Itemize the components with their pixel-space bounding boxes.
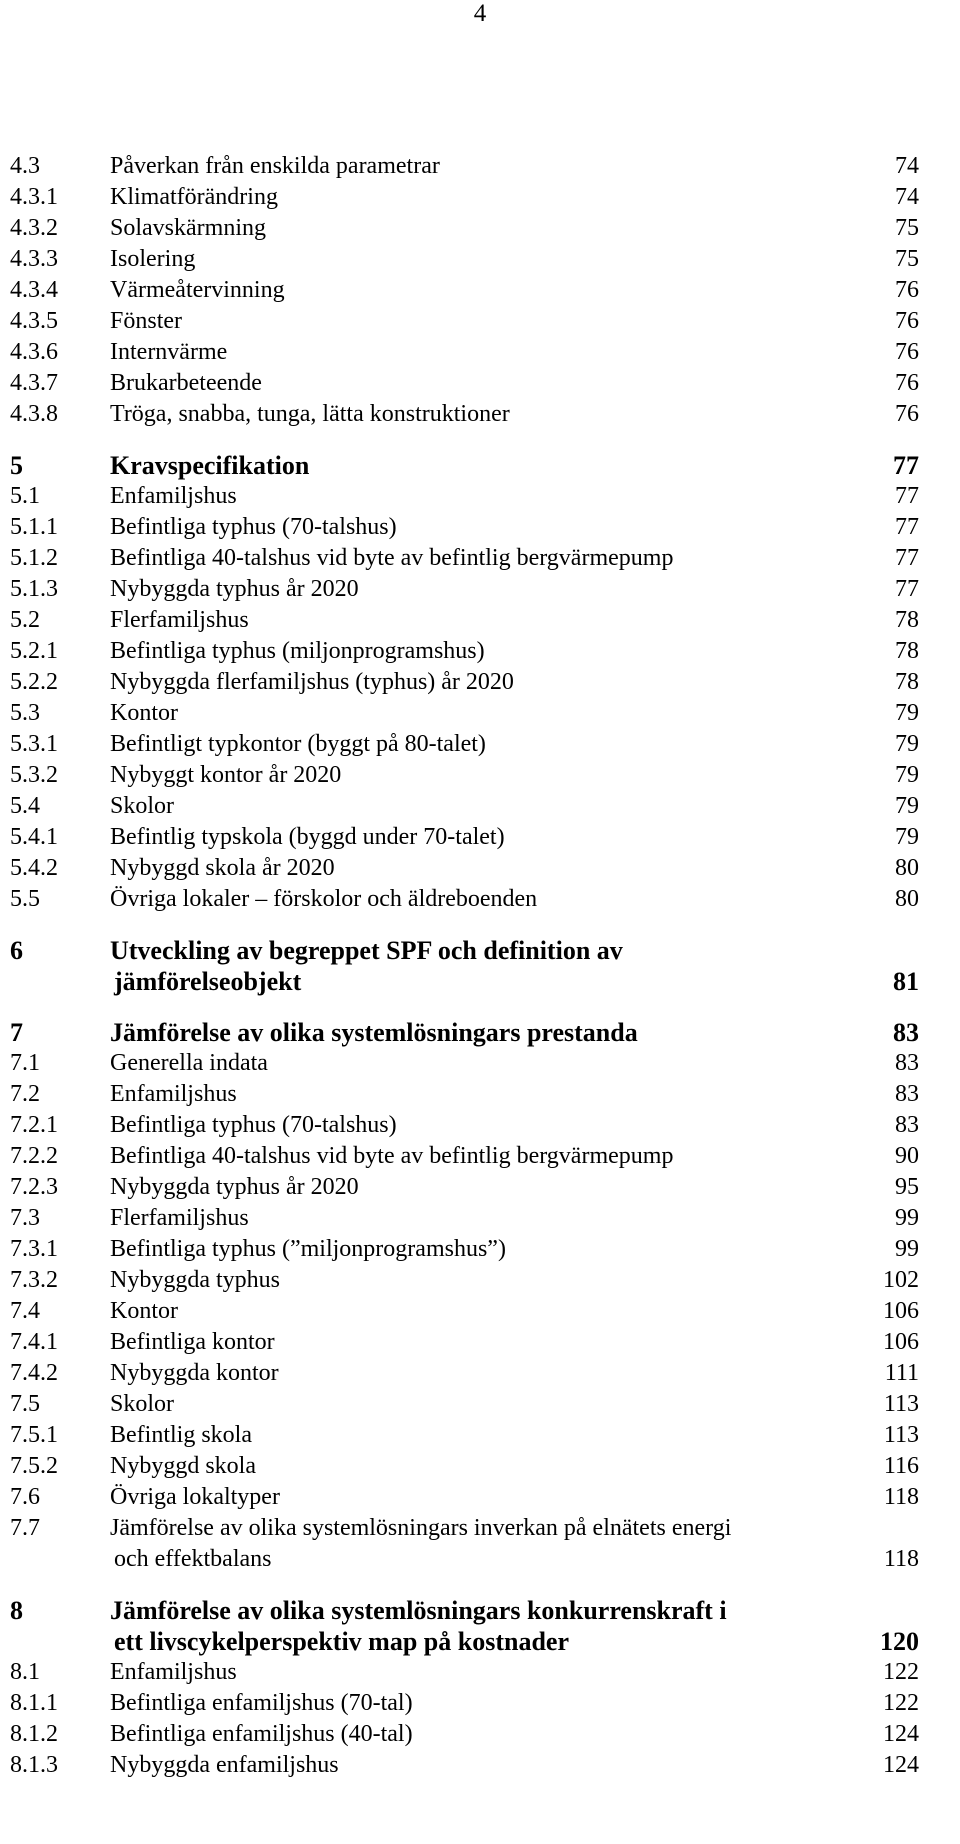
toc-title: Nybyggda kontor [110,1360,279,1386]
toc-number: 5 [10,451,23,480]
toc-page: 102 [883,1267,919,1293]
toc-page: 83 [893,1018,919,1047]
toc-entry[interactable] [0,512,960,543]
toc-page: 83 [895,1081,919,1107]
toc-page: 80 [895,855,919,881]
toc-title: Nybyggt kontor år 2020 [110,762,342,788]
toc-title: Solavskärmning [110,215,266,241]
toc-entry[interactable] [0,368,960,399]
toc-title: Värmeåtervinning [110,277,285,303]
toc-number: 7.4 [10,1298,40,1324]
toc-chapter-entry-continued[interactable] [0,1626,960,1657]
toc-number: 4.3.7 [10,370,58,396]
toc-entry[interactable] [0,306,960,337]
section-spacer [0,915,960,935]
toc-page: 77 [895,545,919,571]
toc-number: 8.1.1 [10,1690,58,1716]
toc-chapter-entry-continued[interactable] [0,966,960,997]
toc-page: 79 [895,793,919,819]
toc-entry[interactable] [0,1172,960,1203]
toc-entry[interactable] [0,822,960,853]
toc-number: 5.4.2 [10,855,58,881]
toc-number: 7.2 [10,1081,40,1107]
toc-page: 122 [883,1690,919,1716]
toc-title: och effektbalans [114,1546,272,1572]
toc-title: Nybyggda enfamiljshus [110,1752,339,1778]
toc-number: 4.3.6 [10,339,58,365]
toc-entry[interactable] [0,1719,960,1750]
toc-title: Enfamiljshus [110,1081,237,1107]
toc-title: Brukarbeteende [110,370,262,396]
toc-number: 7.7 [10,1515,40,1541]
toc-entry[interactable] [0,213,960,244]
toc-entry[interactable] [0,1048,960,1079]
toc-title: Skolor [110,1391,175,1417]
toc-entry[interactable] [0,1513,960,1544]
toc-page: 81 [893,967,919,996]
toc-page: 118 [883,1484,919,1510]
toc-number: 5.3.2 [10,762,58,788]
toc-entry[interactable] [0,1141,960,1172]
toc-title: Tröga, snabba, tunga, lätta konstruktioner [110,401,510,427]
toc-page: 79 [895,700,919,726]
toc-entry[interactable] [0,667,960,698]
toc-entry[interactable] [0,275,960,306]
toc-entry[interactable] [0,884,960,915]
toc-title: Befintliga kontor [110,1329,275,1355]
toc-title: Övriga lokaler – förskolor och äldreboenden [110,886,538,912]
toc-entry[interactable] [0,244,960,275]
toc-page: 77 [895,483,919,509]
toc-number: 8.1 [10,1659,40,1685]
toc-page: 79 [895,824,919,850]
toc-number: 4.3.2 [10,215,58,241]
toc-number: 4.3.4 [10,277,58,303]
toc-title: Befintliga enfamiljshus (40-tal) [110,1721,413,1747]
toc-page: 76 [895,277,919,303]
toc-entry[interactable] [0,481,960,512]
toc-entry[interactable] [0,1657,960,1688]
toc-entry[interactable] [0,1420,960,1451]
toc-title: Nybyggd skola [110,1453,256,1479]
toc-page: 77 [895,576,919,602]
toc-title: Kravspecifikation [110,451,310,480]
toc-title: Befintliga enfamiljshus (70-tal) [110,1690,413,1716]
toc-page: 99 [895,1236,919,1262]
toc-page: 78 [895,669,919,695]
toc-number: 7.2.2 [10,1143,58,1169]
section-spacer [0,430,960,450]
toc-entry[interactable] [0,337,960,368]
toc-title: Generella indata [110,1050,268,1076]
toc-chapter-entry[interactable] [0,1595,960,1626]
toc-number: 5.1.3 [10,576,58,602]
toc-page: 75 [895,246,919,272]
toc-number: 8.1.2 [10,1721,58,1747]
toc-page: 111 [884,1360,919,1386]
toc-entry[interactable] [0,182,960,213]
toc-page: 79 [895,731,919,757]
toc-title: Kontor [110,1298,178,1324]
toc-number: 7.3.1 [10,1236,58,1262]
toc-title: Nybyggda flerfamiljshus (typhus) år 2020 [110,669,514,695]
section-spacer [0,1575,960,1595]
toc-chapter-entry[interactable] [0,450,960,481]
toc-entry[interactable] [0,1265,960,1296]
toc-entry[interactable] [0,729,960,760]
toc-entry[interactable] [0,853,960,884]
toc-title: Nybyggd skola år 2020 [110,855,335,881]
toc-entry[interactable] [0,1203,960,1234]
toc-page: 76 [895,401,919,427]
toc-title: Nybyggda typhus år 2020 [110,576,359,602]
toc-entry[interactable] [0,1110,960,1141]
toc-number: 6 [10,936,23,965]
toc-entry[interactable] [0,1750,960,1781]
toc-number: 5.5 [10,886,40,912]
toc-number: 5.3.1 [10,731,58,757]
toc-number: 7 [10,1018,23,1047]
toc-title: Påverkan från enskilda parametrar [110,153,440,179]
toc-number: 7.6 [10,1484,40,1510]
toc-page: 83 [895,1050,919,1076]
toc-number: 7.4.1 [10,1329,58,1355]
toc-number: 8.1.3 [10,1752,58,1778]
toc-number: 5.1 [10,483,40,509]
toc-number: 5.4.1 [10,824,58,850]
toc-title: Enfamiljshus [110,483,237,509]
toc-number: 5.2.2 [10,669,58,695]
toc-page: 76 [895,370,919,396]
toc-title: Flerfamiljshus [110,607,249,633]
toc-page: 77 [895,514,919,540]
toc-page: 79 [895,762,919,788]
toc-number: 7.1 [10,1050,40,1076]
toc-page: 113 [883,1422,919,1448]
toc-entry-continued[interactable] [0,1544,960,1575]
toc-title: Skolor [110,793,175,819]
toc-number: 7.2.3 [10,1174,58,1200]
toc-entry[interactable] [0,1079,960,1110]
toc-title: Nybyggda typhus år 2020 [110,1174,359,1200]
toc-page: 113 [883,1391,919,1417]
toc-page: 124 [883,1721,919,1747]
toc-chapter-entry[interactable] [0,1017,960,1048]
toc-title: Befintlig skola [110,1422,252,1448]
toc-page: 106 [883,1329,919,1355]
toc-title: Isolering [110,246,196,272]
toc-number: 7.2.1 [10,1112,58,1138]
toc-number: 4.3.3 [10,246,58,272]
toc-title: Jämförelse av olika systemlösningars inverkan på elnätets energi [110,1515,732,1541]
toc-title: Befintlig typskola (byggd under 70-talet) [110,824,505,850]
toc-title: Klimatförändring [110,184,278,210]
toc-number: 7.5 [10,1391,40,1417]
toc-number: 5.1.2 [10,545,58,571]
toc-number: 4.3.5 [10,308,58,334]
toc-entry[interactable] [0,1234,960,1265]
toc-number: 4.3.1 [10,184,58,210]
toc-page: 77 [893,451,919,480]
toc-title: Befintliga typhus (”miljonprogramshus”) [110,1236,506,1262]
toc-title: Nybyggda typhus [110,1267,280,1293]
toc-entry[interactable] [0,636,960,667]
toc-title: jämförelseobjekt [114,967,302,996]
toc-page: 74 [895,153,919,179]
toc-title: Kontor [110,700,178,726]
toc-chapter-entry[interactable] [0,935,960,966]
toc-title: Befintligt typkontor (byggt på 80-talet) [110,731,486,757]
toc-number: 7.4.2 [10,1360,58,1386]
toc-page: 120 [880,1627,919,1656]
toc-number: 5.2.1 [10,638,58,664]
toc-entry[interactable] [0,543,960,574]
toc-title: Flerfamiljshus [110,1205,249,1231]
toc-page: 76 [895,308,919,334]
toc-title: Enfamiljshus [110,1659,237,1685]
toc-page: 124 [883,1752,919,1778]
toc-number: 5.2 [10,607,40,633]
toc-number: 4.3.8 [10,401,58,427]
toc-title: Befintliga typhus (miljonprogramshus) [110,638,485,664]
toc-title: Jämförelse av olika systemlösningars konkurrenskraft i [110,1596,727,1625]
toc-title: Övriga lokaltyper [110,1484,280,1510]
toc-title: Befintliga 40-talshus vid byte av befintlig bergvärmepump [110,545,674,571]
toc-page: 99 [895,1205,919,1231]
toc-entry[interactable] [0,1296,960,1327]
toc-page: 74 [895,184,919,210]
toc-number: 7.3 [10,1205,40,1231]
toc-page: 116 [883,1453,919,1479]
toc-page: 78 [895,638,919,664]
toc-page: 95 [895,1174,919,1200]
toc-number: 8 [10,1596,23,1625]
toc-page: 90 [895,1143,919,1169]
toc-page: 75 [895,215,919,241]
toc-page: 78 [895,607,919,633]
toc-title: Jämförelse av olika systemlösningars prestanda [110,1018,638,1047]
toc-entry[interactable] [0,1482,960,1513]
toc-title: Befintliga typhus (70-talshus) [110,1112,397,1138]
toc-number: 7.5.2 [10,1453,58,1479]
toc-entry[interactable] [0,605,960,636]
toc-entry[interactable] [0,1451,960,1482]
toc-entry[interactable] [0,1327,960,1358]
toc-entry[interactable] [0,1389,960,1420]
toc-number: 5.3 [10,700,40,726]
toc-title: Internvärme [110,339,228,365]
toc-number: 5.1.1 [10,514,58,540]
toc-entry[interactable] [0,574,960,605]
toc-entry[interactable] [0,1358,960,1389]
toc-entry[interactable] [0,760,960,791]
toc-number: 4.3 [10,153,40,179]
section-spacer [0,997,960,1017]
toc-title: Utveckling av begreppet SPF och definition av [110,936,623,965]
toc-page: 122 [883,1659,919,1685]
toc-page: 83 [895,1112,919,1138]
toc-entry[interactable] [0,399,960,430]
page-number: 4 [473,0,487,27]
toc-entry[interactable] [0,698,960,729]
toc-page: 76 [895,339,919,365]
toc-entry[interactable] [0,151,960,182]
table-of-contents [0,151,960,1781]
toc-entry[interactable] [0,791,960,822]
toc-number: 7.5.1 [10,1422,58,1448]
toc-title: ett livscykelperspektiv map på kostnader [114,1627,569,1656]
toc-number: 5.4 [10,793,40,819]
toc-page: 118 [883,1546,919,1572]
toc-title: Befintliga typhus (70-talshus) [110,514,397,540]
toc-number: 7.3.2 [10,1267,58,1293]
toc-entry[interactable] [0,1688,960,1719]
toc-page: 106 [883,1298,919,1324]
toc-title: Befintliga 40-talshus vid byte av befintlig bergvärmepump [110,1143,674,1169]
toc-page: 80 [895,886,919,912]
toc-title: Fönster [110,308,182,334]
